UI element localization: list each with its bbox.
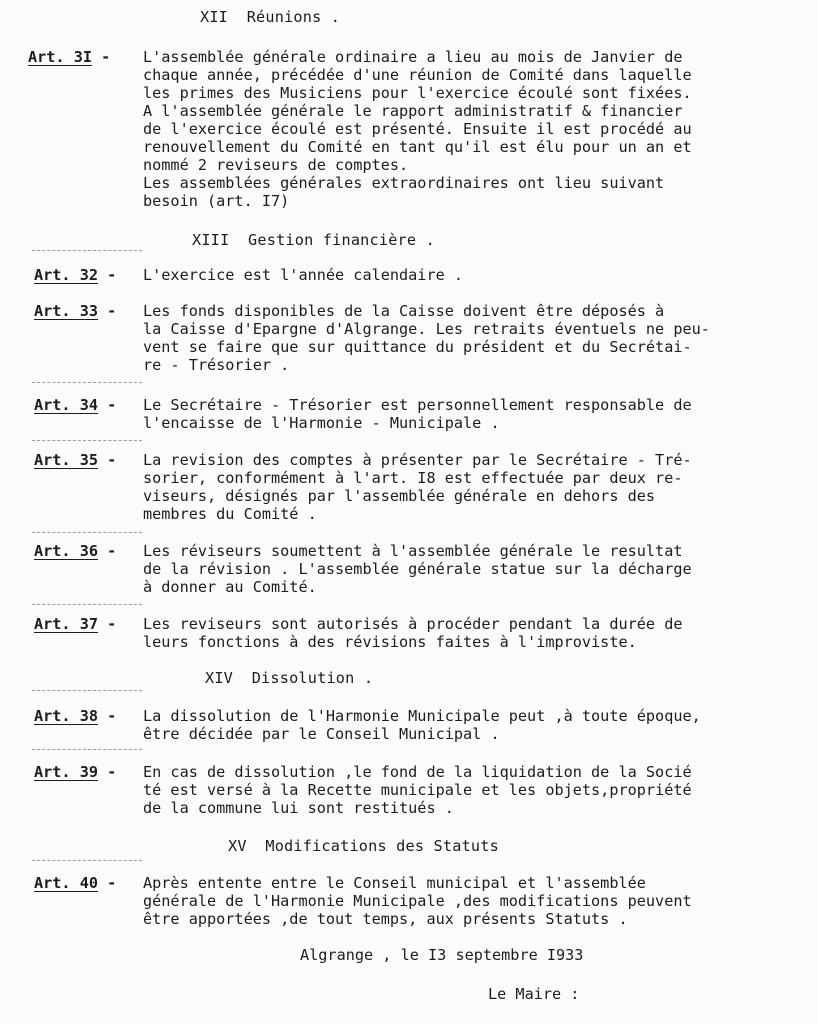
separator-line (32, 440, 142, 441)
separator-line (32, 860, 142, 861)
article-label: Art. 34 - (34, 396, 117, 414)
article-label: Art. 32 - (34, 266, 117, 284)
article-label: Art. 35 - (34, 451, 117, 469)
separator-line (32, 382, 142, 383)
separator-line (32, 604, 142, 605)
article-text: L'assemblée générale ordinaire a lieu au mois de Janvier de chaque année, précédée d'une réunion de Comité dans laquelle les primes des Musiciens pour l'exercice écoulé sont fixées. A l'assemblée générale le rapport administratif & financier de l'exercice écoulé est présenté. Ensuite il est procédé au renouvellement du Comité en tant qu'il est élu pour un an et nommé 2 reviseurs de comptes. Les assemblées générales extraordinaires ont lieu suivant besoin (art. I7) (143, 48, 692, 210)
section-heading-xiii: XIII Gestion financière . (192, 231, 435, 249)
signature-label: Le Maire : (488, 985, 580, 1003)
section-heading-xii: XII Réunions . (200, 8, 341, 26)
article-text: Les fonds disponibles de la Caisse doivent être déposés à la Caisse d'Epargne d'Algrange. Les retraits éventuels ne peu- vent se faire que sur quittance du président et du Secrétai- re - Trésorier . (143, 302, 710, 374)
article-text: Les réviseurs soumettent à l'assemblée générale le resultat de la révision . L'assemblée générale statue sur la décharge à donner au Comité. (143, 542, 692, 596)
article-label: Art. 36 - (34, 542, 117, 560)
article-label: Art. 33 - (34, 302, 117, 320)
article-label: Art. 39 - (34, 763, 117, 781)
article-text: Le Secrétaire - Trésorier est personnellement responsable de l'encaisse de l'Harmonie - Municipale . (143, 396, 692, 432)
separator-line (32, 749, 142, 750)
article-text: Après entente entre le Conseil municipal et l'assemblée générale de l'Harmonie Municipale ,des modifications peuvent être apportées ,de tout temps, aux présents Statuts . (143, 874, 692, 928)
article-label: Art. 40 - (34, 874, 117, 892)
section-heading-xiv: XIV Dissolution . (205, 669, 374, 687)
article-label: Art. 3I - (28, 48, 111, 66)
article-label: Art. 37 - (34, 615, 117, 633)
article-text: En cas de dissolution ,le fond de la liquidation de la Socié té est versé à la Recette municipale et les objets,propriété de la commune lui sont restitués . (143, 763, 692, 817)
article-text: L'exercice est l'année calendaire . (143, 266, 464, 284)
separator-line (32, 532, 142, 533)
place-date: Algrange , le I3 septembre I933 (300, 946, 584, 964)
article-text: La dissolution de l'Harmonie Municipale peut ,à toute époque, être décidée par le Conseil Municipal . (143, 707, 701, 743)
separator-line (32, 250, 142, 251)
section-heading-xv: XV Modifications des Statuts (228, 837, 499, 855)
article-text: Les reviseurs sont autorisés à procéder pendant la durée de leurs fonctions à des révisions faites à l'improviste. (143, 615, 683, 651)
separator-line (32, 690, 142, 691)
article-text: La revision des comptes à présenter par le Secrétaire - Tré- sorier, conformément à l'art. I8 est effectuée par deux re- viseurs, désignés par l'assemblée générale en dehors des membres du Comité . (143, 451, 692, 523)
article-label: Art. 38 - (34, 707, 117, 725)
